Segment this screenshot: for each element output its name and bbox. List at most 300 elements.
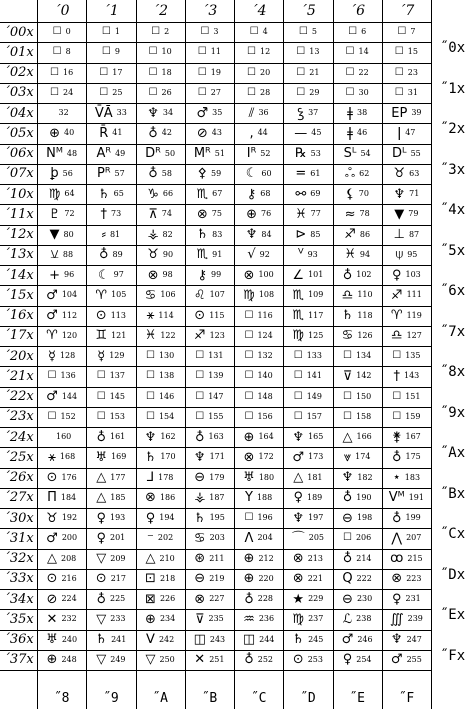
char-code: 234 — [159, 614, 176, 624]
char-code: 195 — [209, 513, 225, 523]
glyph-cell — [382, 609, 431, 629]
char-code: 60 — [261, 168, 272, 178]
char-code: 201 — [110, 533, 126, 543]
glyph-cell — [382, 103, 431, 123]
glyph-cell — [333, 83, 382, 103]
char-code: 118 — [357, 310, 373, 320]
glyph-cell — [37, 225, 86, 245]
glyph-cell — [136, 528, 185, 548]
char-code: 53 — [310, 148, 321, 158]
glyph: ☐ — [96, 410, 106, 422]
glyph-cell — [333, 346, 382, 366]
glyph-cell — [333, 306, 382, 326]
char-code: 13 — [309, 47, 320, 57]
glyph: ♋ — [341, 328, 354, 344]
char-code: 212 — [258, 553, 274, 563]
char-code: 229 — [308, 594, 324, 604]
glyph-cell — [185, 589, 234, 609]
char-code: 173 — [308, 452, 324, 462]
char-code: 134 — [355, 351, 372, 361]
char-code: 93 — [307, 249, 318, 259]
grid-line-vertical — [382, 0, 383, 709]
glyph-cell — [37, 22, 86, 42]
glyph: ♄ — [193, 510, 206, 526]
char-code: 52 — [260, 148, 271, 158]
glyph-cell — [37, 569, 86, 589]
glyph: Q — [342, 571, 353, 587]
glyph: ☐ — [148, 46, 158, 58]
char-code: 68 — [260, 189, 271, 199]
glyph: ▼ — [49, 227, 60, 243]
glyph: ⊥ — [393, 227, 405, 243]
column-footer: ˝C — [250, 691, 267, 706]
grid-line-horizontal — [0, 468, 431, 469]
char-code: 198 — [356, 513, 373, 523]
char-code: 4 — [262, 27, 268, 37]
glyph-cell — [86, 164, 135, 184]
glyph-cell — [86, 549, 135, 569]
char-code: 95 — [407, 249, 418, 259]
char-code: 243 — [209, 634, 226, 644]
glyph: ♆ — [144, 429, 157, 445]
glyph-cell — [136, 326, 185, 346]
char-code: 221 — [307, 573, 323, 583]
char-code: 129 — [109, 351, 125, 361]
glyph: ♆ — [147, 105, 159, 121]
char-code: 46 — [357, 128, 368, 138]
glyph-cell — [382, 630, 431, 650]
glyph: ♌ — [193, 287, 206, 303]
glyph: ◫ — [242, 632, 256, 648]
glyph: ⊙ — [46, 470, 58, 486]
glyph: ℞ — [294, 146, 307, 162]
char-code: 172 — [258, 452, 274, 462]
glyph-cell — [185, 83, 234, 103]
column-header: ´0 — [53, 3, 70, 19]
char-code: 110 — [357, 290, 373, 300]
char-code: 230 — [356, 594, 373, 604]
glyph: ⚺ — [50, 247, 59, 263]
glyph-cell — [37, 407, 86, 427]
glyph: ♍ — [243, 287, 255, 303]
char-code: 83 — [212, 229, 223, 239]
glyph-cell — [86, 63, 135, 83]
glyph-cell — [136, 63, 185, 83]
glyph: ☐ — [244, 309, 254, 321]
row-label: ´07x — [3, 166, 34, 182]
glyph: ♁ — [96, 591, 106, 607]
char-code: 71 — [409, 189, 420, 199]
glyph: ♈ — [390, 308, 403, 324]
char-code: 249 — [110, 654, 126, 664]
glyph-cell — [136, 549, 185, 569]
glyph: = — [295, 166, 307, 182]
column-header: ´3 — [201, 3, 218, 19]
glyph-cell — [234, 650, 283, 670]
column-header: ´6 — [349, 3, 366, 19]
char-code: 247 — [406, 634, 422, 644]
glyph-cell — [86, 103, 135, 123]
hex-row-label: ˝Bx — [439, 485, 466, 502]
char-code: 184 — [60, 492, 77, 502]
glyph: Aᴿ — [96, 146, 112, 162]
char-code: 180 — [258, 472, 275, 482]
char-code: 94 — [359, 249, 371, 259]
glyph-cell — [185, 225, 234, 245]
char-code: 207 — [406, 533, 422, 543]
grid-line-vertical — [234, 0, 235, 709]
glyph: ꝏ — [390, 551, 404, 567]
char-code: 75 — [211, 209, 222, 219]
glyph: ⊗ — [292, 551, 304, 567]
char-code: 121 — [111, 330, 127, 340]
glyph-cell — [185, 204, 234, 224]
glyph-cell — [37, 650, 86, 670]
glyph: ⊽ — [342, 368, 353, 384]
char-code: 48 — [66, 148, 78, 158]
glyph-cell — [86, 387, 135, 407]
grid-line-horizontal — [0, 609, 431, 610]
glyph-cell — [283, 609, 332, 629]
glyph-cell — [136, 83, 185, 103]
glyph: Π — [47, 490, 57, 506]
char-code: 88 — [62, 249, 74, 259]
glyph-cell — [234, 609, 283, 629]
row-label: ´33x — [3, 571, 34, 587]
char-code: 27 — [210, 87, 221, 97]
hex-row-label: ˝Dx — [439, 566, 466, 583]
char-code: 9 — [114, 47, 120, 57]
glyph: ☐ — [101, 46, 111, 58]
glyph: ☐ — [99, 86, 109, 98]
char-code: 135 — [405, 351, 421, 361]
glyph-cell — [86, 306, 135, 326]
glyph-cell — [86, 508, 135, 528]
glyph-cell — [37, 630, 86, 650]
glyph: ⚵ — [391, 429, 402, 445]
glyph-cell — [185, 164, 234, 184]
glyph-cell — [37, 447, 86, 467]
glyph-cell — [136, 285, 185, 305]
glyph: ☐ — [392, 390, 402, 402]
glyph-cell — [382, 22, 431, 42]
glyph-cell — [234, 123, 283, 143]
grid-line-horizontal — [0, 427, 431, 428]
glyph: ☐ — [101, 26, 111, 38]
row-label: ´10x — [3, 186, 34, 202]
glyph-cell — [185, 427, 234, 447]
hex-row-label: ˝8x — [439, 364, 466, 381]
glyph-cell — [185, 569, 234, 589]
char-code: 17 — [112, 67, 123, 77]
char-code: 241 — [111, 634, 127, 644]
char-code: 200 — [61, 533, 78, 543]
glyph: ☐ — [343, 350, 352, 362]
column-footer: ˝8 — [53, 691, 70, 706]
glyph: ⊗ — [145, 490, 156, 506]
grid-line-vertical — [86, 0, 87, 709]
column-header: ´5 — [299, 3, 316, 19]
char-code: 254 — [356, 654, 372, 664]
char-code: 33 — [116, 108, 127, 118]
char-code: 102 — [356, 270, 372, 280]
grid-line-horizontal — [0, 265, 431, 266]
glyph-cell — [283, 650, 332, 670]
glyph: ☿ — [47, 348, 56, 364]
glyph: ⊙ — [194, 308, 206, 324]
glyph: ♁ — [244, 591, 254, 607]
glyph: ☿ — [97, 348, 106, 364]
grid-line-horizontal — [0, 285, 431, 286]
glyph-cell — [86, 528, 135, 548]
glyph: ♒ — [243, 611, 255, 627]
glyph: ☐ — [296, 46, 306, 58]
glyph: ♁ — [96, 429, 106, 445]
char-code: 216 — [61, 573, 77, 583]
char-code: 39 — [411, 108, 422, 118]
glyph-cell — [185, 184, 234, 204]
char-code: 238 — [356, 614, 372, 624]
glyph: △ — [96, 470, 107, 486]
row-label: ´35x — [3, 611, 34, 627]
char-code: 18 — [161, 67, 172, 77]
char-code: 209 — [110, 553, 126, 563]
glyph: — — [294, 125, 308, 141]
glyph-cell — [283, 326, 332, 346]
char-code: 136 — [60, 371, 76, 381]
glyph-cell — [283, 103, 332, 123]
glyph-cell — [136, 589, 185, 609]
glyph-cell — [136, 630, 185, 650]
hex-row-label: ˝7x — [439, 323, 466, 340]
char-code: 210 — [159, 553, 175, 563]
glyph: Dᴿ — [145, 146, 161, 162]
glyph: ♍ — [48, 186, 61, 202]
glyph-cell — [185, 265, 234, 285]
glyph-cell — [86, 265, 135, 285]
glyph-cell — [86, 285, 135, 305]
glyph: ♂ — [46, 389, 58, 405]
row-label: ´31x — [3, 530, 34, 546]
glyph: ℒ — [342, 611, 353, 627]
char-code: 67 — [212, 189, 223, 199]
glyph: ☐ — [244, 512, 254, 524]
char-code: 144 — [61, 391, 78, 401]
glyph: , — [249, 125, 254, 141]
grid-line-horizontal — [0, 225, 431, 226]
glyph: ⊙ — [292, 652, 304, 668]
glyph: ☐ — [244, 350, 254, 362]
glyph-cell — [185, 103, 234, 123]
row-label: ´12x — [3, 227, 34, 243]
char-code: 115 — [209, 310, 225, 320]
glyph: ☐ — [394, 46, 404, 58]
hex-row-label: ˝Fx — [439, 647, 466, 664]
char-code: 15 — [407, 47, 418, 57]
hex-row-label: ˝2x — [439, 121, 466, 138]
grid-line-horizontal — [0, 63, 431, 64]
glyph: ▽ — [96, 551, 107, 567]
glyph-cell — [382, 63, 431, 83]
glyph: Vᴹ — [388, 490, 405, 506]
char-code: 245 — [308, 634, 324, 644]
glyph: ♂ — [46, 308, 58, 324]
char-code: 3 — [213, 27, 219, 37]
glyph: ☐ — [197, 66, 207, 78]
char-code: 76 — [260, 209, 272, 219]
column-header: ´1 — [102, 3, 119, 19]
glyph: ♋ — [193, 530, 206, 546]
char-code: 164 — [258, 432, 274, 442]
glyph-cell — [136, 42, 185, 62]
glyph-cell — [86, 123, 135, 143]
char-code: 7 — [410, 27, 416, 37]
glyph-cell — [283, 306, 332, 326]
glyph: ⊕ — [243, 429, 255, 445]
glyph: R̄ — [99, 125, 109, 141]
char-code: 151 — [405, 391, 421, 401]
char-code: 232 — [61, 614, 77, 624]
grid-line-horizontal — [0, 245, 431, 246]
glyph: Iᴿ — [246, 146, 257, 162]
char-code: 43 — [211, 128, 222, 138]
glyph-cell — [333, 265, 382, 285]
char-code: 90 — [162, 249, 174, 259]
glyph-cell — [283, 569, 332, 589]
glyph: ☐ — [392, 350, 402, 362]
char-code: 119 — [406, 310, 422, 320]
char-code: 162 — [160, 432, 176, 442]
glyph-cell — [234, 164, 283, 184]
glyph-cell — [136, 346, 185, 366]
glyph-cell — [37, 123, 86, 143]
glyph: ⚴ — [197, 166, 208, 182]
glyph: ♏ — [292, 308, 305, 324]
glyph-cell — [37, 245, 86, 265]
row-label: ´26x — [3, 470, 34, 486]
glyph-cell — [283, 225, 332, 245]
char-code: 63 — [409, 168, 420, 178]
glyph: ☐ — [148, 66, 158, 78]
glyph-cell — [283, 407, 332, 427]
char-code: 139 — [208, 371, 224, 381]
char-code: 163 — [208, 432, 224, 442]
row-label: ´06x — [3, 146, 34, 162]
glyph: ♍ — [292, 328, 305, 344]
glyph: ☐ — [247, 66, 257, 78]
glyph-cell — [333, 650, 382, 670]
glyph-cell — [185, 387, 234, 407]
glyph: ⊕ — [46, 652, 58, 668]
glyph: ♀ — [293, 490, 303, 506]
glyph-cell — [86, 589, 135, 609]
char-code: 197 — [308, 513, 324, 523]
glyph: ⊗ — [292, 571, 304, 587]
glyph-cell — [185, 144, 234, 164]
glyph: ☐ — [394, 66, 404, 78]
glyph-cell — [37, 589, 86, 609]
glyph: ☐ — [200, 26, 210, 38]
char-code: 62 — [359, 168, 370, 178]
glyph-cell — [333, 204, 382, 224]
char-code: 107 — [209, 290, 225, 300]
char-code: 244 — [259, 634, 275, 644]
glyph-cell — [382, 245, 431, 265]
char-code: 80 — [63, 229, 74, 239]
char-code: 224 — [61, 594, 77, 604]
char-code: 166 — [356, 432, 372, 442]
glyph: ♋ — [144, 287, 157, 303]
char-code: 189 — [307, 492, 323, 502]
glyph-cell — [86, 630, 135, 650]
char-code: 36 — [258, 108, 269, 118]
char-code: 96 — [63, 270, 75, 280]
glyph-cell — [234, 346, 283, 366]
glyph-cell — [333, 164, 382, 184]
char-code: 64 — [64, 189, 75, 199]
glyph: ♁ — [194, 429, 205, 445]
glyph: ☐ — [197, 46, 207, 58]
glyph-cell — [185, 447, 234, 467]
glyph-cell — [234, 326, 283, 346]
glyph-cell — [37, 346, 86, 366]
glyph: ∭ — [389, 611, 404, 627]
hex-row-label: ˝5x — [439, 242, 466, 259]
glyph: ⚷ — [197, 267, 208, 283]
glyph-cell — [37, 265, 86, 285]
char-code: 103 — [405, 270, 421, 280]
char-code: 37 — [308, 108, 319, 118]
grid-line-horizontal — [0, 42, 431, 43]
glyph-cell — [86, 488, 135, 508]
grid-line-horizontal — [0, 366, 431, 367]
char-code: 156 — [257, 411, 273, 421]
glyph-cell — [185, 488, 234, 508]
char-code: 160 — [55, 432, 72, 442]
row-label: ´21x — [3, 368, 34, 384]
glyph: ☐ — [99, 66, 109, 78]
glyph: ♁ — [244, 652, 254, 668]
glyph-cell — [283, 447, 332, 467]
glyph: ⊗ — [147, 267, 159, 283]
glyph-cell — [37, 63, 86, 83]
glyph-cell — [234, 468, 283, 488]
grid-line-horizontal — [0, 164, 431, 165]
char-code: 57 — [114, 168, 125, 178]
glyph: ⊙ — [95, 571, 107, 587]
char-code: 146 — [158, 391, 175, 401]
glyph: ⌒ — [291, 530, 305, 546]
grid-line-vertical — [37, 0, 38, 709]
hex-row-label: ˝3x — [439, 161, 466, 178]
char-code: 130 — [158, 351, 175, 361]
glyph: + — [49, 267, 60, 283]
hex-row-label: ˝Ax — [439, 445, 466, 462]
char-code: 127 — [406, 330, 422, 340]
char-code: 81 — [109, 229, 121, 239]
hex-row-label: ˝0x — [439, 40, 466, 57]
glyph-cell — [86, 42, 135, 62]
glyph-cell — [283, 204, 332, 224]
glyph: ♁ — [391, 449, 402, 465]
glyph-cell — [234, 103, 283, 123]
glyph-cell — [333, 184, 382, 204]
char-code: 31 — [407, 87, 418, 97]
glyph: ☐ — [195, 410, 205, 422]
glyph-cell — [382, 83, 431, 103]
column-header: ´7 — [398, 3, 415, 19]
glyph: ♆ — [393, 186, 406, 202]
